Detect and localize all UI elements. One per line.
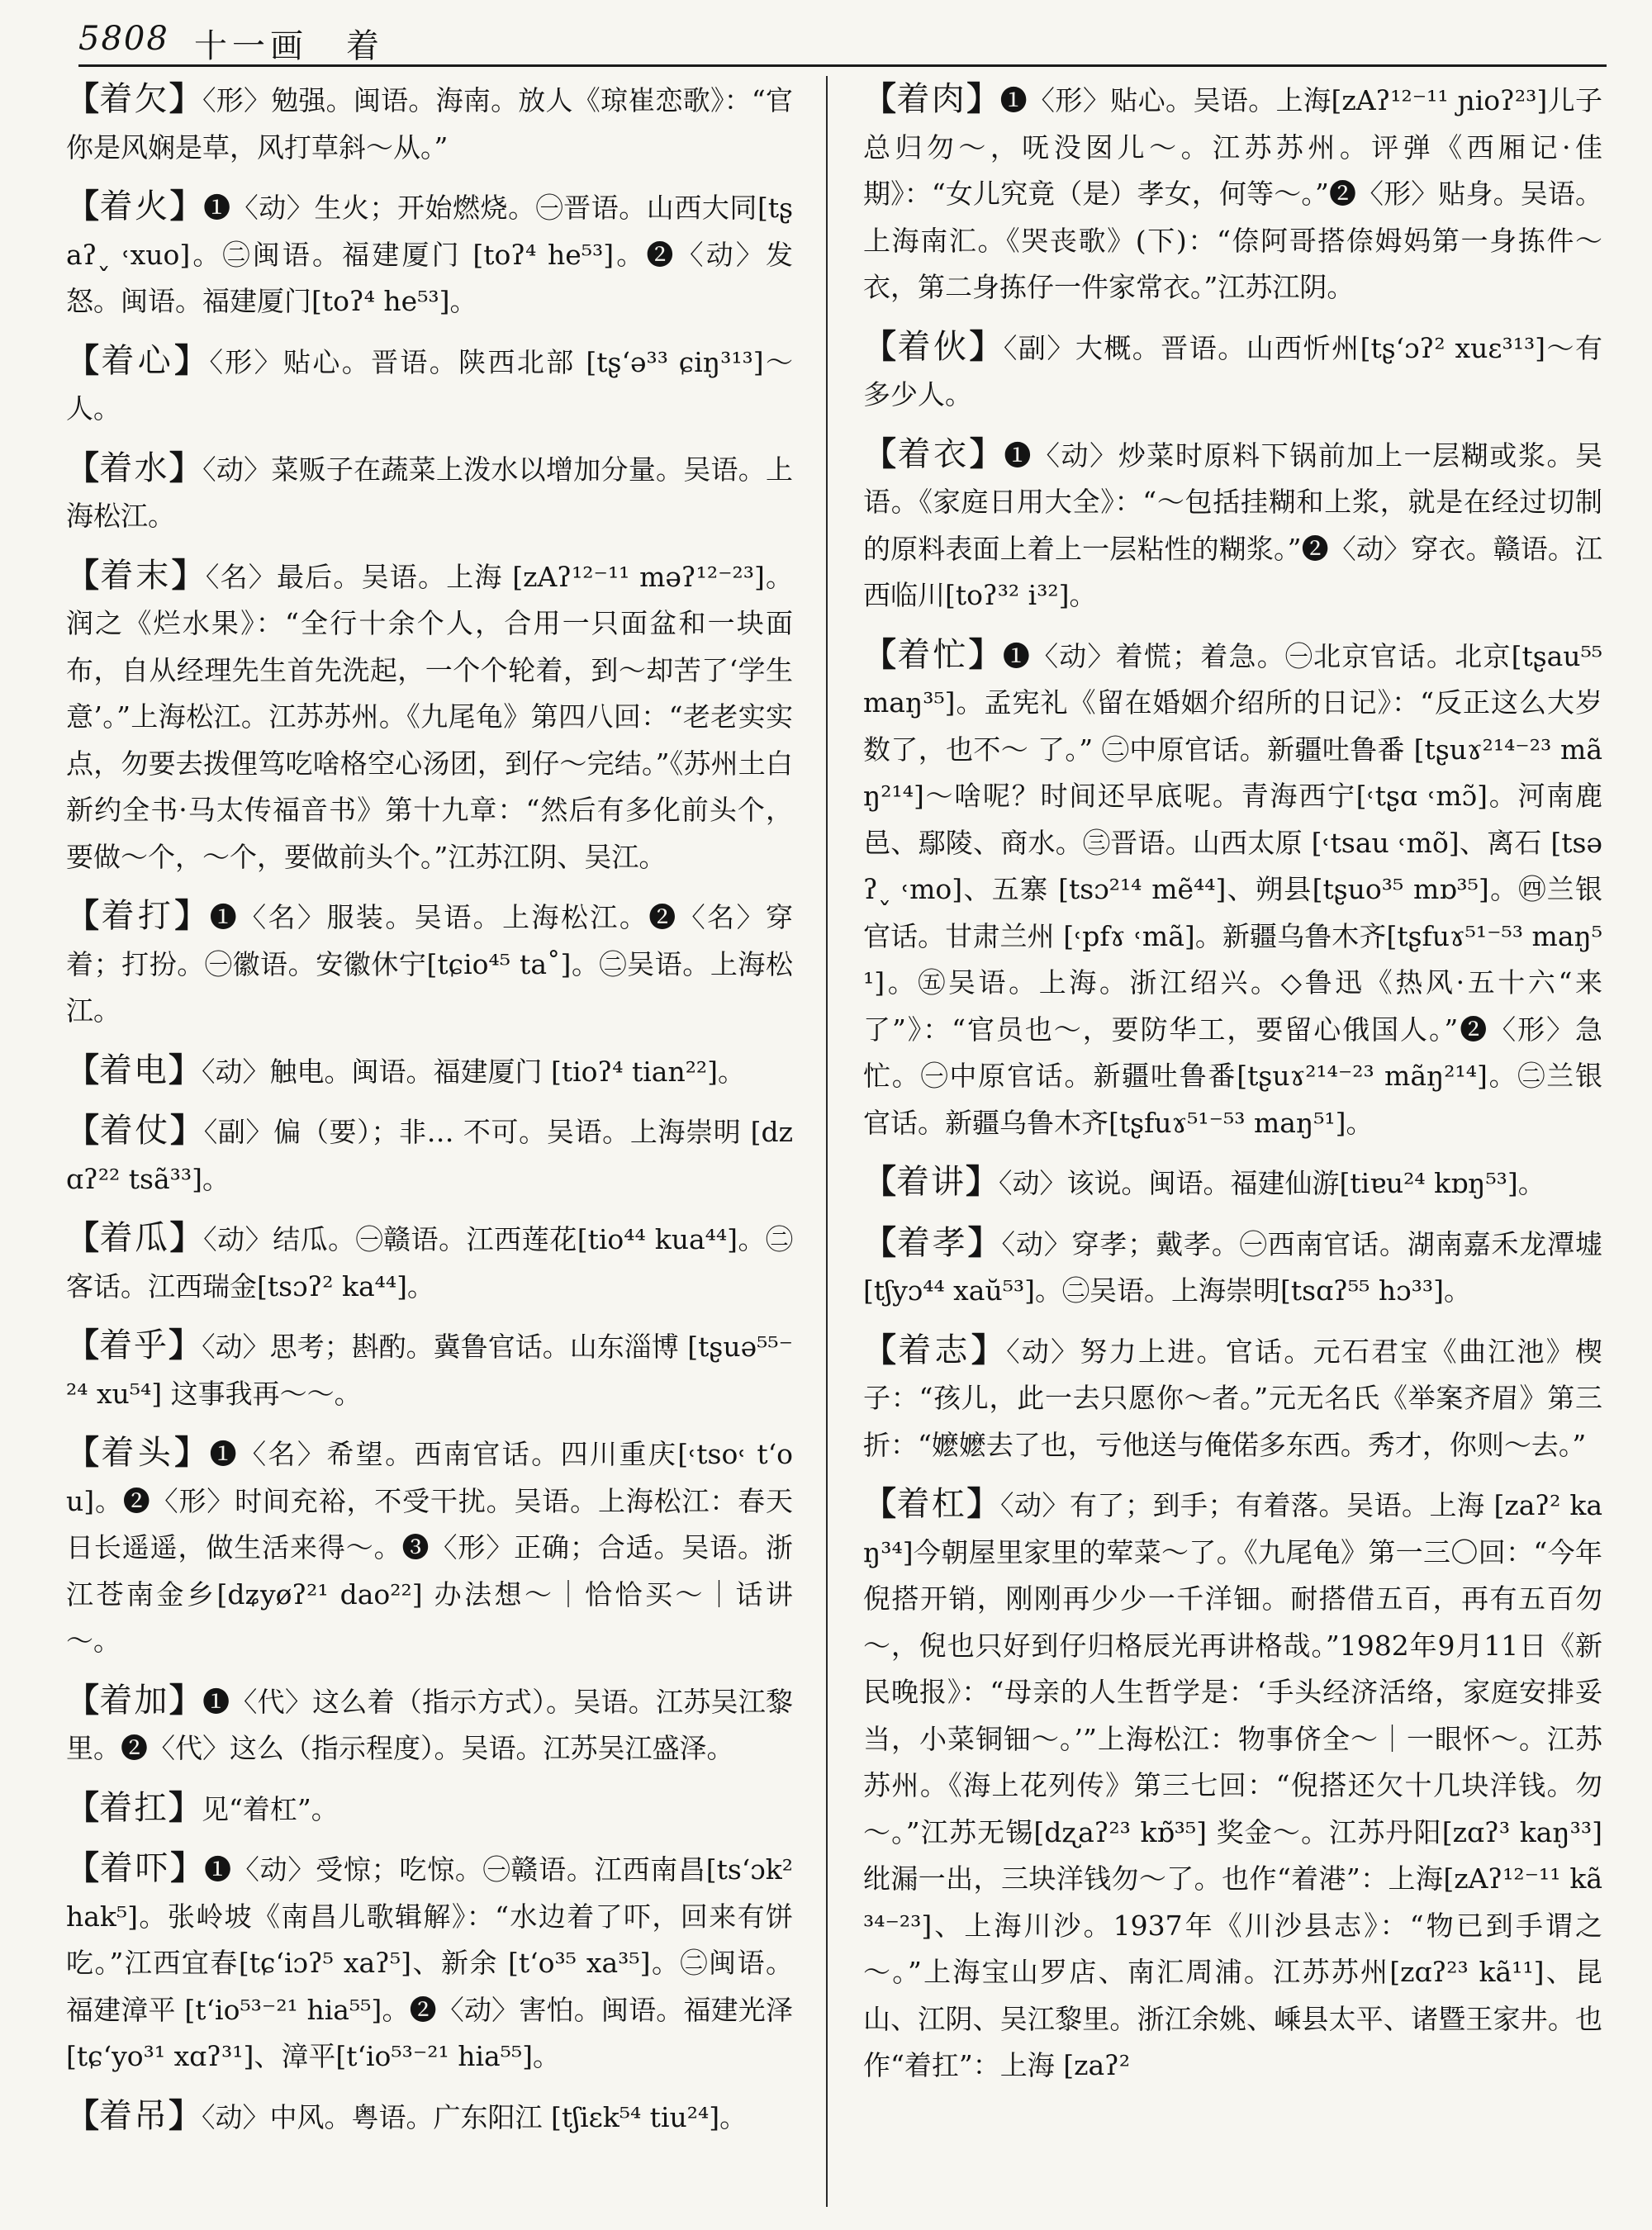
entry-definition: ❶〈名〉服装。吴语。上海松江。❷〈名〉穿着；打扮。㊀徽语。安徽休宁[tɕio⁴⁵ ta˚]。㊁吴语。上海松江。: [66, 901, 793, 1027]
dictionary-entry: [66, 553, 793, 881]
dictionary-entry: [66, 1108, 793, 1203]
dictionary-entry: [863, 1159, 1602, 1208]
entry-definition: 〈名〉最后。吴语。上海 [zAʔ¹²⁻¹¹ məʔ¹²⁻²³]。润之《烂水果》：“全行十余个人，合用一只面盆和一块面布，自从经理先生首先洗起，一个个轮着，到～却苦了‘学生意’。”上海松江。江苏苏州。《九尾龟》第四八回：“老老实实点，勿要去拨俚笃吃啥格空心汤团，到仔～完结。”《苏州土白新约全书·马太传福音书》第十九章：“然后有多化前头个，要做～个，～个，要做前头个。”江苏江阴、吴江。: [66, 560, 793, 873]
entry-definition: ❶〈名〉希望。西南官话。四川重庆[˓tso˓ tʻou]。❷〈形〉时间充裕，不受干扰。吴语。上海松江：春天日长遥遥，做生活来得～。❸〈形〉正确；合适。吴语。浙江苍南金乡[dʑyøʔ²¹ dao²²] 办法想～｜恰恰买～｜话讲～。: [66, 1438, 793, 1657]
dictionary-entry: [863, 76, 1602, 311]
dictionary-entry: [66, 1845, 793, 2081]
entry-definition: 〈副〉大概。晋语。山西忻州[tʂʻɔʔ² xuɛ³¹³]～有多少人。: [863, 331, 1602, 410]
entry-headword: 【着杠】: [863, 1484, 1000, 1523]
entry-headword: 【着扛】: [66, 1787, 202, 1827]
entry-headword: 【着忙】: [863, 634, 1003, 674]
entry-definition: 〈动〉结瓜。㊀赣语。江西莲花[tio⁴⁴ kua⁴⁴]。㊁客话。江西瑞金[tsɔʔ² ka⁴⁴]。: [66, 1223, 793, 1302]
dictionary-entry: [66, 1677, 793, 1772]
entry-headword: 【着讲】: [863, 1162, 999, 1201]
entry-headword: 【着火】: [66, 187, 204, 225]
entry-headword: 【着水】: [66, 448, 203, 487]
left-column: [66, 76, 793, 2219]
entry-definition: 〈动〉该说。闽语。福建仙游[tiɐu²⁴ kɒŋ⁵³]。: [999, 1167, 1545, 1199]
dictionary-entry: [66, 1215, 793, 1310]
entry-definition: ❶〈形〉贴心。吴语。上海[zAʔ¹²⁻¹¹ ɲioʔ²³]儿子总归勿～，呒没囡儿～。江苏苏州。评弹《西厢记·佳期》：“女儿究竟（是）孝女，何等～。”❷〈形〉贴身。吴语。上海南汇。《哭丧歌》(下)：“倷阿哥搭倷姆妈第一身拣件～衣，第二身拣仔一件家常衣。”江苏江阴。: [863, 84, 1602, 303]
entry-definition: 〈动〉努力上进。官话。元石君宝《曲江池》楔子：“孩儿，此一去只愿你～者。”元无名氏《举案齐眉》第三折：“嬷嬷去了也，亏他送与俺偌多东西。秀才，你则～去。”: [863, 1335, 1602, 1461]
entry-headword: 【着肉】: [863, 79, 1000, 118]
entry-headword: 【着衣】: [863, 434, 1004, 473]
dictionary-entry: [66, 2093, 793, 2142]
dictionary-entry: [66, 1430, 793, 1665]
dictionary-entry: [66, 338, 793, 433]
dictionary-entry: [66, 445, 793, 540]
entry-headword: 【着欠】: [66, 79, 202, 118]
entry-definition: 〈形〉贴心。晋语。陕西北部 [tʂʻə³³ ɕiŋ³¹³]～人。: [66, 345, 793, 425]
entry-definition: ❶〈代〉这么着（指示方式）。吴语。江苏吴江黎里。❷〈代〉这么（指示程度）。吴语。江苏吴江盛泽。: [66, 1685, 793, 1764]
entry-headword: 【着加】: [66, 1680, 203, 1720]
section-title: 十一画 着: [194, 27, 384, 65]
entry-definition: 〈动〉中风。粤语。广东阳江 [tʃiɛk⁵⁴ tiu²⁴]。: [202, 2100, 748, 2133]
dictionary-entry: [66, 1047, 793, 1096]
entry-headword: 【着心】: [66, 340, 210, 380]
entry-headword: 【着电】: [66, 1050, 202, 1089]
dictionary-entry: [66, 183, 793, 325]
entry-headword: 【着志】: [863, 1330, 1007, 1369]
entry-definition: 〈形〉勉强。闽语。海南。放人《琼崔恋歌》：“官你是风娴是草，风打草斜～从。”: [66, 84, 793, 164]
entry-definition: ❶〈动〉炒菜时原料下锅前加上一层糊或浆。吴语。《家庭日用大全》：“～包括挂糊和上浆，就是在经过切制的原料表面上着上一层粘性的糊浆。”❷〈动〉穿衣。赣语。江西临川[toʔ³² i³²]。: [863, 439, 1602, 611]
entry-definition: 〈动〉有了；到手；有着落。吴语。上海 [zaʔ² kaŋ³⁴]今朝屋里家里的荤菜～了。《九尾龟》第一三〇回：“今年倪搭开销，刚刚再少少一千洋钿。耐搭借五百，再有五百勿～，倪也只好到仔归格辰光再讲格哉。”1982年9月11日《新民晚报》：“母亲的人生哲学是：‘手头经济活络，家庭安排妥当，小菜铜钿～。’”上海松江：物事侪全～｜一眼怀～。江苏苏州。《海上花列传》第三七回：“倪搭还欠十几块洋钱。勿～。”江苏无锡[dʐaʔ²³ kɒ̃³⁵] 奖金～。江苏丹阳[zɑʔ³ kaŋ³³]纰漏一出，三块洋钱勿～了。也作“着港”：上海[zAʔ¹²⁻¹¹ kã³⁴⁻²³]、上海川沙。1937年《川沙县志》：“物已到手谓之～。”上海宝山罗店、南汇周浦。江苏苏州[zɑʔ²³ kã¹¹]、昆山、江阴、吴江黎里。浙江余姚、嵊县太平、诸暨王家井。也作“着扛”：上海 [zaʔ²: [863, 1489, 1602, 2081]
dictionary-entry: [66, 893, 793, 1035]
page-header: [78, 17, 1607, 67]
entry-headword: 【着打】: [66, 896, 210, 935]
entry-definition: 〈动〉思考；斟酌。冀鲁官话。山东淄博 [tʂuə⁵⁵⁻²⁴ xu⁵⁴] 这事我再～～。: [66, 1331, 793, 1410]
entry-definition: 〈动〉穿孝；戴孝。㊀西南官话。湖南嘉禾龙潭墟[tʃyɔ⁴⁴ xaŭ⁵³]。㊁吴语。上海崇明[tsɑʔ⁵⁵ hɔ³³]。: [863, 1227, 1602, 1307]
entry-headword: 【着仗】: [66, 1111, 204, 1150]
dictionary-entry: [863, 632, 1602, 1147]
dictionary-entry: [863, 324, 1602, 419]
entry-headword: 【着乎】: [66, 1326, 202, 1364]
entry-headword: 【着吓】: [66, 1848, 205, 1887]
entry-definition: ❶〈动〉受惊；吃惊。㊀赣语。江西南昌[tsʻɔk² hak⁵]。张岭坡《南昌儿歌辑解》：“水边着了吓，回来有饼吃。”江西宜春[tɕʻiɔʔ⁵ xaʔ⁵]、新余 [tʻo³⁵ xa³⁵]。㊁闽语。福建漳平 [tʻio⁵³⁻²¹ hia⁵⁵]。❷〈动〉害怕。闽语。福建光泽[tɕʻyo³¹ xɑʔ³¹]、漳平[tʻio⁵³⁻²¹ hia⁵⁵]。: [66, 1853, 793, 2072]
entry-definition: 〈动〉触电。闽语。福建厦门 [tioʔ⁴ tian²²]。: [202, 1055, 746, 1088]
column-divider: [826, 76, 828, 2207]
dictionary-entry: [863, 1220, 1602, 1315]
dictionary-entry: [863, 431, 1602, 619]
dictionary-entry: [863, 1327, 1602, 1469]
entry-headword: 【着孝】: [863, 1222, 1002, 1262]
entry-headword: 【着吊】: [66, 2095, 202, 2135]
dictionary-entry: [66, 76, 793, 171]
entry-headword: 【着瓜】: [66, 1218, 204, 1257]
entry-definition: 〈动〉菜贩子在蔬菜上泼水以增加分量。吴语。上海松江。: [66, 453, 793, 532]
entry-definition: ❶〈动〉生火；开始燃烧。㊀晋语。山西大同[tʂaʔ˯ ˓xuo]。㊁闽语。福建厦门 [toʔ⁴ he⁵³]。❷〈动〉发怒。闽语。福建厦门[toʔ⁴ he⁵³]。: [66, 192, 793, 317]
dictionary-entry: [863, 1481, 1602, 2090]
page-number: 5808: [78, 20, 169, 58]
entry-headword: 【着头】: [66, 1433, 210, 1472]
entry-definition: 〈副〉偏（要）；非… 不可。吴语。上海崇明 [dzɑʔ²² tsã³³]。: [66, 1116, 793, 1195]
entry-definition: ❶〈动〉着慌；着急。㊀北京官话。北京[tʂau⁵⁵ maŋ³⁵]。孟宪礼《留在婚姻介绍所的日记》：“反正这么大岁数了，也不～ 了。” ㊁中原官话。新疆吐鲁番 [tʂuɤ²¹⁴⁻²³ mãŋ²¹⁴]～啥呢？时间还早底呢。青海西宁[˓tʂɑ ˓mɔ̃]。河南鹿邑、鄢陵、商水。㊂晋语。山西太原 [˓tsau ˓mõ]、离石 [tsəʔ˯ ˓mo]、五寨 [tsɔ²¹⁴ mẽ⁴⁴]、朔县[tʂuo³⁵ mɒ³⁵]。㊃兰银官话。甘肃兰州 [˓pfɤ ˓mã]。新疆乌鲁木齐[tʂfuɤ⁵¹⁻⁵³ maŋ⁵¹]。㊄吴语。上海。浙江绍兴。◇鲁迅《热风·五十六“来了”》：“官员也～，要防华工，要留心俄国人。”❷〈形〉急忙。㊀中原官话。新疆吐鲁番[tʂuɤ²¹⁴⁻²³ mãŋ²¹⁴]。㊁兰银官话。新疆乌鲁木齐[tʂfuɤ⁵¹⁻⁵³ maŋ⁵¹]。: [863, 639, 1602, 1139]
entry-definition: 见“着杠”。: [202, 1792, 339, 1825]
right-column: [863, 76, 1602, 2219]
entry-headword: 【着末】: [66, 555, 206, 595]
dictionary-entry: [66, 1785, 793, 1834]
entry-headword: 【着伙】: [863, 326, 1004, 366]
dictionary-entry: [66, 1322, 793, 1417]
